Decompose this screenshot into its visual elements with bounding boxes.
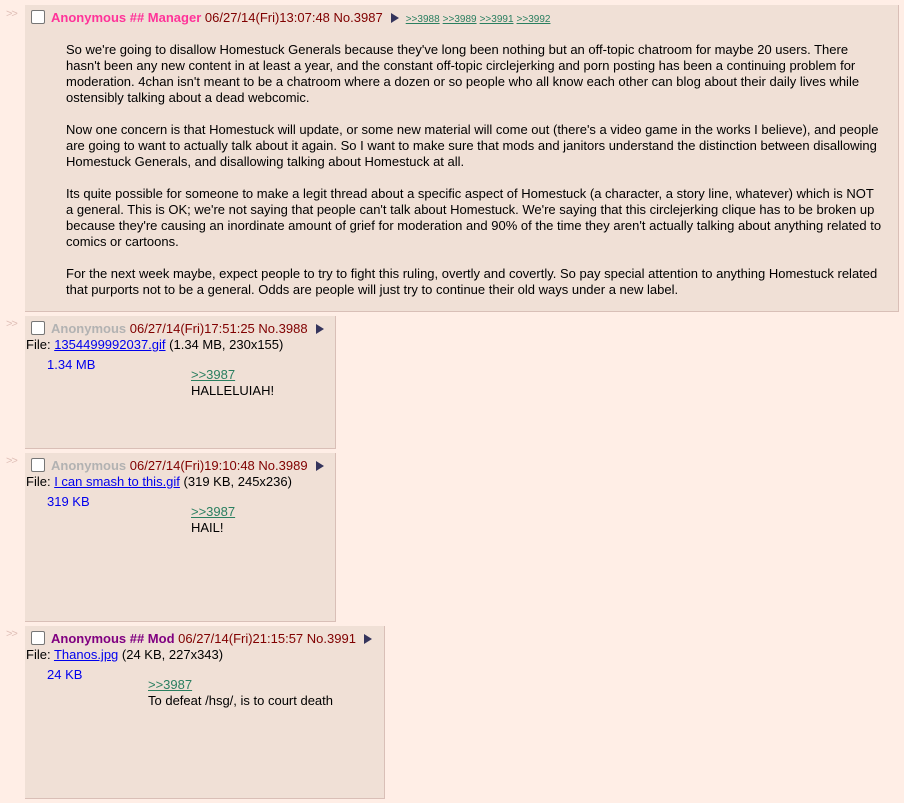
- triangle-menu-icon[interactable]: [316, 461, 324, 471]
- file-link[interactable]: 1354499992037.gif: [54, 337, 166, 352]
- post-datetime: 06/27/14(Fri)19:10:48: [129, 458, 255, 473]
- file-info: [26, 337, 283, 352]
- quote-link[interactable]: >>3987: [191, 504, 236, 519]
- reply-post-3989: [25, 453, 336, 622]
- poster-name: Anonymous ## Mod: [51, 631, 175, 646]
- poster-name: Anonymous: [51, 321, 127, 336]
- post-datetime: 06/27/14(Fri)13:07:48: [204, 10, 330, 25]
- reply-post-3988: [25, 316, 336, 449]
- post-number[interactable]: No.3987: [333, 10, 383, 25]
- side-arrows: >>: [6, 8, 17, 20]
- side-arrows: >>: [6, 318, 17, 330]
- file-label: File:: [26, 337, 51, 352]
- file-meta: (24 KB, 227x343): [121, 647, 224, 662]
- post-info: [31, 631, 372, 646]
- backlink[interactable]: >>3988: [405, 14, 440, 25]
- post-number[interactable]: No.3988: [258, 321, 308, 336]
- file-label: File:: [26, 647, 51, 662]
- backlinks: [403, 10, 551, 25]
- paragraph: Its quite possible for someone to make a legit thread about a specific aspect of Homestuck (a character, a story line, whatever) which is NOT a general. This is OK; we're not saying that people can't talk about Homestuck. We're saying that this circlejerking clique has to be broken up because they're causing an inordinate amount of grief for moderation and 90% of the time they aren't actually talking about anything related to comics or cartoons.: [66, 186, 882, 249]
- post-number[interactable]: No.3989: [258, 458, 308, 473]
- post-number[interactable]: No.3991: [306, 631, 356, 646]
- checkbox-icon[interactable]: [31, 321, 45, 335]
- backlink[interactable]: >>3991: [479, 14, 514, 25]
- post-message: HALLELUIAH!: [191, 383, 275, 398]
- quote-link[interactable]: >>3987: [148, 677, 193, 692]
- file-meta: (1.34 MB, 230x155): [169, 337, 284, 352]
- post-info: [31, 321, 324, 336]
- paragraph: So we're going to disallow Homestuck Generals because they've long been nothing but an off-topic chatroom for maybe 20 users. There hasn't been any new content in at least a year, and the constant off-topic circlejerking and porn posting has been a continuing problem for moderation. 4chan isn't meant to be a chatroom where a dozen or so people who all know each other can blog about their daily lives while ostensibly talking about a dead webcomic.: [66, 42, 860, 105]
- poster-name: Anonymous: [51, 458, 127, 473]
- post-datetime: 06/27/14(Fri)17:51:25: [129, 321, 255, 336]
- triangle-menu-icon[interactable]: [364, 634, 372, 644]
- post-info: [31, 10, 550, 25]
- paragraph: Now one concern is that Homestuck will update, or some new material will come out (there's a video game in the works I believe), and people are going to want to actually talk about it again. So I want to make sure that mods and janitors understand the distinction between disallowing Homestuck Generals, and disallowing talking about Homestuck at all.: [66, 122, 879, 169]
- checkbox-icon[interactable]: [31, 631, 45, 645]
- triangle-menu-icon[interactable]: [391, 13, 399, 23]
- thumbnail-placeholder[interactable]: 1.34 MB: [47, 357, 96, 372]
- quote-link[interactable]: >>3987: [191, 367, 236, 382]
- file-info: [26, 474, 292, 489]
- triangle-menu-icon[interactable]: [316, 324, 324, 334]
- paragraph: For the next week maybe, expect people to try to fight this ruling, overtly and covertly. So pay special attention to anything Homestuck related that purports not to be a general. Odds are people will just try to continue their old ways under a new label.: [66, 266, 878, 297]
- backlink[interactable]: >>3989: [442, 14, 477, 25]
- op-post: [25, 5, 899, 312]
- file-info: [26, 647, 223, 662]
- thumbnail-placeholder[interactable]: 319 KB: [47, 494, 90, 509]
- backlink[interactable]: >>3992: [516, 14, 551, 25]
- reply-post-3991: [25, 626, 385, 799]
- file-link[interactable]: I can smash to this.gif: [54, 474, 180, 489]
- checkbox-icon[interactable]: [31, 458, 45, 472]
- checkbox-icon[interactable]: [31, 10, 45, 24]
- poster-name: Anonymous ## Manager: [51, 10, 202, 25]
- file-link[interactable]: Thanos.jpg: [53, 647, 119, 662]
- post-message: [66, 42, 884, 314]
- post-datetime: 06/27/14(Fri)21:15:57: [178, 631, 304, 646]
- post-message: To defeat /hsg/, is to court death: [148, 693, 334, 708]
- side-arrows: >>: [6, 628, 17, 640]
- file-label: File:: [26, 474, 51, 489]
- thumbnail-placeholder[interactable]: 24 KB: [47, 667, 83, 682]
- post-info: [31, 458, 324, 473]
- post-message: HAIL!: [191, 520, 224, 535]
- file-meta: (319 KB, 245x236): [183, 474, 292, 489]
- side-arrows: >>: [6, 455, 17, 467]
